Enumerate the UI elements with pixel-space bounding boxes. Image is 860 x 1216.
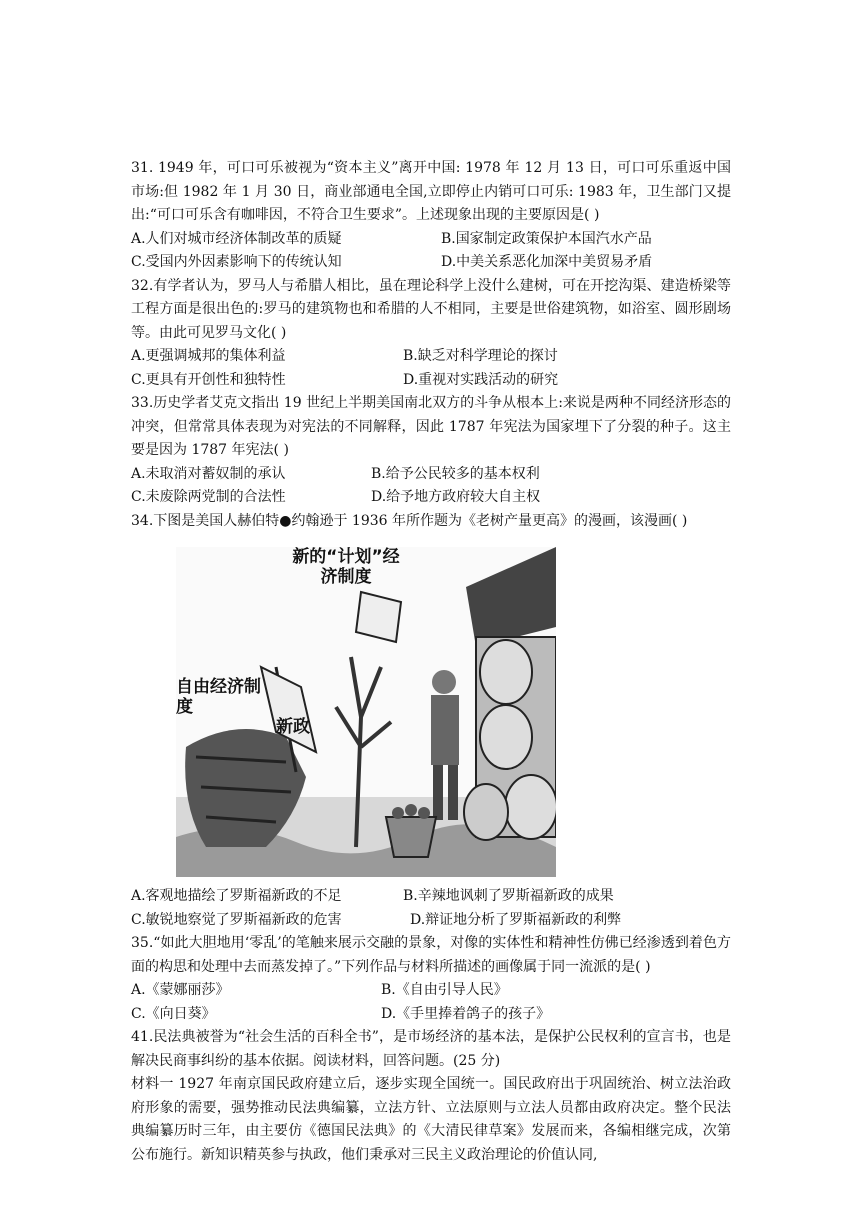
q32-option-d: D.重视对实践活动的研究 <box>403 371 559 388</box>
cartoon-barrel-2 <box>480 705 532 769</box>
q32-options-row1 <box>131 345 731 369</box>
q35-options-row1 <box>131 979 731 1003</box>
q33-option-a: A.未取消对蓄奴制的承认 <box>131 465 286 482</box>
cartoon-label-new-deal: 新政 <box>276 717 310 737</box>
cartoon-apple <box>392 807 404 819</box>
q34-option-a: A.客观地描绘了罗斯福新政的不足 <box>131 888 342 904</box>
cartoon-barrel-1 <box>480 640 532 704</box>
q35-stem: 35.“如此大胆地用‘零乱’的笔触来展示交融的景象，对像的实体性和精神性仿佛已经渗透到着色方面的构思和处理中去而蒸发掉了。”下列作品与材料所描述的画像属于同一流派的是( ) <box>131 935 731 975</box>
q34-options-row2 <box>131 909 731 933</box>
q33-option-b: B.给予公民较多的基本权利 <box>371 465 540 482</box>
cartoon-man-head <box>432 670 456 694</box>
q35-options-row2 <box>131 1003 731 1027</box>
cartoon-barrel-4 <box>464 784 508 840</box>
q32-option-c: C.更具有开创性和独特性 <box>131 371 286 388</box>
q31-option-a: A.人们对城市经济体制改革的质疑 <box>131 230 342 247</box>
q31-options-row2 <box>131 251 731 275</box>
q31-options-row1 <box>131 228 731 252</box>
cartoon-label-free-economy: 自由经济制度 <box>176 677 261 717</box>
cartoon-apple <box>418 807 430 819</box>
q35-option-d: D.《手里捧着鸽子的孩子》 <box>381 1005 551 1022</box>
q35-option-b: B.《自由引导人民》 <box>381 982 508 998</box>
q32-options-row2 <box>131 369 731 393</box>
cartoon-man-leg-left <box>433 765 443 820</box>
cartoon-basket <box>386 817 436 857</box>
q35-option-a: A.《蒙娜丽莎》 <box>131 982 230 998</box>
q33-options-row1 <box>131 463 731 487</box>
cartoon-barrel-3 <box>505 775 556 839</box>
q34-option-c: C.敏锐地察觉了罗斯福新政的危害 <box>131 911 342 928</box>
cartoon-label-planned-economy: 新的“计划”经济制度 <box>292 547 400 587</box>
q31-option-b: B.国家制定政策保护本国汽水产品 <box>441 230 652 247</box>
q41-stem: 41.民法典被誉为“社会生活的百科全书”，是市场经济的基本法，是保护公民权利的宣言书，也是解决民商事纠纷的基本依据。阅读材料，回答问题。(25 分) <box>131 1029 731 1069</box>
q33-option-c: C.未废除两党制的合法性 <box>131 489 286 505</box>
q32-option-a: A.更强调城邦的集体利益 <box>131 348 286 364</box>
q34-options-row1 <box>131 885 731 909</box>
q33-option-d: D.给予地方政府较大自主权 <box>371 489 541 505</box>
q35-option-c: C.《向日葵》 <box>131 1005 216 1022</box>
q31-stem: 31. 1949 年，可口可乐被视为“资本主义”离开中国: 1978 年 12 月 13 日，可口可乐重返中国市场:但 1982 年 1 月 30 日，商业部通电全国,立即停止内销可口可乐: 1983 年，卫生部门又提出:“可口可乐含有咖啡因，不符合卫生要求”。上述现象出现的主要原因是( ) <box>131 160 731 223</box>
q33-stem: 33.历史学者艾克文指出 19 世纪上半期美国南北双方的斗争从根本上:来说是两种不同经济形态的冲突，但常常具体表现为对宪法的不同解释，因此 1787 年宪法为国家埋下了分裂的种子。这主要是因为 1787 年宪法( ) <box>131 395 731 458</box>
cartoon-man-body <box>431 695 459 765</box>
cartoon-sign-planned <box>356 592 401 642</box>
q34-option-d: D.辩证地分析了罗斯福新政的利弊 <box>410 911 622 928</box>
q31-option-c: C.受国内外因素影响下的传统认知 <box>131 254 342 270</box>
q41-material-1: 材料一 1927 年南京国民政府建立后，逐步实现全国统一。国民政府出于巩固统治、树立法治政府形象的需要，强势推动民法典编纂，立法方针、立法原则与立法人员都由政府决定。整个民法典编纂历时三年，由主要仿《德国民法典》的《大清民律草案》发展而来，各编相继完成，次第公布施行。新知识精英参与执政，他们秉承对三民主义政治理论的价值认同, <box>131 1076 731 1163</box>
cartoon-shed-roof <box>466 547 556 647</box>
cartoon-apple <box>405 804 417 816</box>
cartoon-figure <box>176 547 556 877</box>
page-content <box>131 157 731 1167</box>
cartoon-man-leg-right <box>448 765 458 820</box>
q32-stem: 32.有学者认为，罗马人与希腊人相比，虽在理论科学上没什么建树，可在开挖沟渠、建造桥梁等工程方面是很出色的:罗马的建筑物也和希腊的人不相同，主要是世俗建筑物，如浴室、圆形剧场等。由此可见罗马文化( ) <box>131 277 731 341</box>
q34-stem: 34.下图是美国人赫伯特●约翰逊于 1936 年所作题为《老树产量更高》的漫画，该漫画( ) <box>131 512 688 529</box>
q33-options-row2 <box>131 486 731 510</box>
q34-option-b: B.辛辣地讽刺了罗斯福新政的成果 <box>403 888 614 904</box>
q32-option-b: B.缺乏对科学理论的探讨 <box>403 348 558 364</box>
q31-option-d: D.中美关系恶化加深中美贸易矛盾 <box>441 254 653 270</box>
